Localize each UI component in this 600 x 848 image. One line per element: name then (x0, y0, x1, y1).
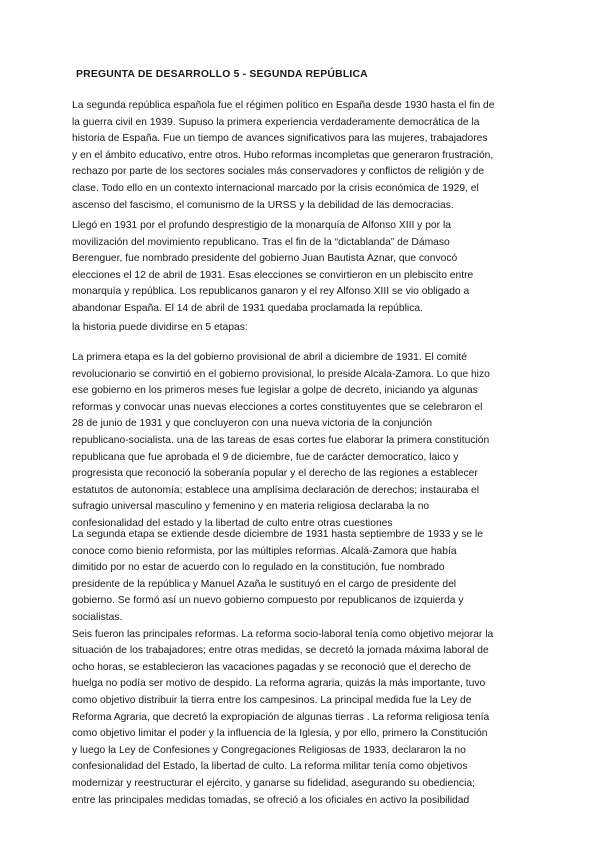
text-line: huelga no podía ser motivo de despido. La reforma agraria, quizás la más importante, tuvo (72, 678, 486, 690)
text-line: gobierno. Se formó así un nuevo gobierno compuesto por republicanos de izquierda y (72, 595, 464, 607)
text-line: La primera etapa es la del gobierno provisional de abril a diciembre de 1931. El comité (72, 352, 467, 363)
paragraph-first-stage (72, 350, 542, 533)
text-line: sufragio universal masculino y femenino y en materia religiosa declaraba la no (72, 501, 430, 513)
text-line: Seis fueron las principales reformas. La reforma socio-laboral tenía como objetivo mejorar la (72, 628, 494, 640)
text-line: presidente de la república y Manuel Azaña le sustituyó en el cargo de presidente del (72, 578, 457, 590)
text-line: entre las principales medidas tomadas, se ofreció a los oficiales en activo la posibilidad (72, 794, 470, 806)
text-line: Llegó en 1931 por el profundo desprestigio de la monarquía de Alfonso XIII y por la (72, 220, 451, 231)
text-line: clase. Todo ello en un contexto internacional marcado por la crisis económica de 1929, el (72, 182, 479, 194)
paragraph-origins (72, 218, 542, 318)
text-line: movilización del movimiento republicano. Tras el fin de la “dictablanda” de Dámaso (72, 236, 450, 248)
text-line: abandonar España. El 14 de abril de 1931 quedaba proclamada la república. (72, 302, 423, 314)
text-line: La segunda república española fue el régimen político en España desde 1930 hasta el fin de (72, 100, 495, 111)
text-line: conoce como bienio reformista, por las múltiples reformas. Alcalá-Zamora que había (72, 545, 457, 557)
text-line: socialistas. (72, 611, 123, 623)
text-line: la guerra civil en 1939. Supuso la primera experiencia verdaderamente democrática de la (72, 116, 480, 128)
text-line: confesionalidad del Estado, la libertad de culto. La reforma militar tenía como objetivos (72, 761, 468, 773)
text-line: como objetivo distribuir la tierra entre los campesinos. La principal medida fue la Ley de (72, 694, 472, 706)
text-line: situación de los trabajadores; entre otras medidas, se decretó la jornada máxima laboral de (72, 645, 489, 657)
text-line: la historia puede dividirse en 5 etapas: (72, 322, 248, 333)
text-line: revolucionario se convirtió en el gobierno provisional, lo preside Alcala-Zamora. Lo que hizo (72, 368, 490, 380)
text-line: ascenso del fascismo, el comunismo de la URSS y la debilidad de las democracias. (72, 199, 454, 211)
text-line: y luego la Ley de Confesiones y Congregaciones Religiosas de 1933, declararon la no (72, 744, 466, 756)
text-line: monarquía y república. Los republicanos ganaron y el rey Alfonso XIII se vio obligado a (72, 286, 470, 298)
text-line: dimitido por no estar de acuerdo con lo regulado en la constitución, fue nombrado (72, 562, 445, 574)
text-line: estatutos de autonomía; establece una amplísima declaración de derechos; instauraba el (72, 484, 479, 496)
text-line: republicana que fue aprobada el 9 de diciembre, fue de carácter democratico, laico y (72, 451, 459, 463)
document-title: PREGUNTA DE DESARROLLO 5 - SEGUNDA REPÚBLICA (76, 69, 368, 80)
text-line: republicano-socialista. una de las tareas de esas cortes fue elaborar la primera constitución (72, 434, 490, 446)
text-line: progresista que reconoció la soberanía popular y el derecho de las regiones a establecer (72, 468, 478, 480)
text-line: La segunda etapa se extiende desde diciembre de 1931 hasta septiembre de 1933 y se le (72, 529, 484, 540)
text-line: y en el ámbito educativo, entre otros. Hubo reformas incompletas que generaron frustración, (72, 149, 494, 161)
text-line: 28 de junio de 1931 y que concluyeron con una nueva victoria de la conjunción (72, 418, 433, 430)
text-line: modernizar y reestructurar el ejército, y ganarse su fidelidad, asegurando su obediencia; (72, 777, 475, 789)
text-line: elecciones el 12 de abril de 1931. Esas elecciones se convirtieron en un plebiscito entre (72, 269, 474, 281)
text-line: confesionalidad del estado y la libertad de culto entre otras cuestiones (72, 517, 393, 529)
text-line: rechazo por parte de los sectores sociales más conservadores y conflictos de religión y de (72, 166, 485, 178)
text-line: historia de España. Fue un tiempo de avances significativos para las mujeres, trabajadores (72, 133, 488, 145)
text-line: Berenguer, fue nombrado presidente del gobierno Juan Bautista Aznar, que convocó (72, 253, 458, 265)
paragraph-second-stage (72, 527, 542, 809)
text-line: como objetivo limitar el poder y la influencia de la Iglesia, y por ello, primero la Constitución (72, 728, 488, 740)
text-line: ocho horas, se establecieron las vacaciones pagadas y se reconoció que el derecho de (72, 661, 471, 673)
text-line: reformas y convocar unas nuevas elecciones a cortes constituyentes que se celebraron el (72, 401, 483, 413)
paragraph-stages-intro (72, 320, 542, 337)
text-line: ese gobierno en los primeros meses fue legislar a golpe de decreto, iniciando ya algunas (72, 385, 478, 397)
paragraph-introduction (72, 98, 542, 214)
text-line: Reforma Agraria, que decretó la expropiación de algunas tierras . La reforma religiosa tenía (72, 711, 490, 723)
